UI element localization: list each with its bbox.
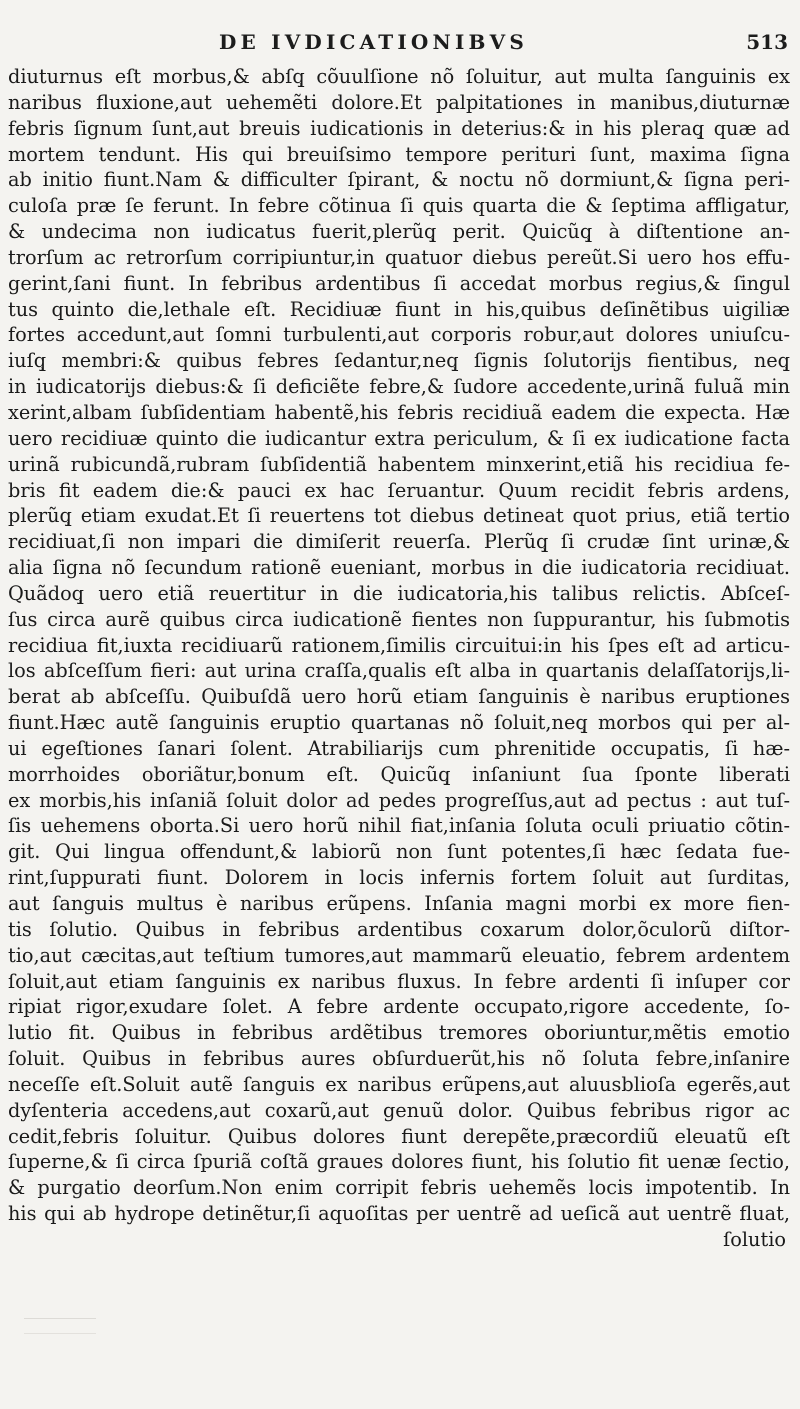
text-line: ripiat rigor,exudare ſolet. A febre ardente occupato,rigore accedente, ſo- bbox=[8, 995, 790, 1019]
text-line: & purgatio deorſum.Non enim corripit febris uehemẽs locis impotentib. In bbox=[8, 1176, 790, 1200]
text-line: urinã rubicundã,rubram ſubſidentiã habentem minxerint,etiã his recidiua fe- bbox=[8, 452, 790, 476]
text-line: rint,ſuppurati fiunt. Dolorem in locis infernis fortem ſoluit aut ſurditas, bbox=[8, 866, 790, 890]
text-line: in iudicatorijs diebus:& ſi deficiẽte febre,& ſudore accedente,urinã fuluã min bbox=[8, 375, 790, 399]
text-line: culoſa præ ſe ferunt. In febre cõtinua ſi quis quarta die & ſeptima affligatur, bbox=[8, 194, 790, 218]
text-line: los abſceſſum fieri: aut urina craſſa,qualis eſt alba in quartanis delaſſatorijs,li- bbox=[8, 659, 790, 683]
text-line: naribus fluxione,aut uehemẽti dolore.Et palpitationes in manibus,diuturnæ bbox=[8, 90, 790, 114]
text-line: uero recidiuæ quinto die iudicantur extra periculum, & ſi ex iudicatione facta bbox=[8, 426, 790, 450]
text-line: morrhoides oboriãtur,bonum eſt. Quicũq̧ inſaniunt ſua ſponte liberati bbox=[8, 762, 790, 786]
text-line: ſus circa aurẽ quibus circa iudicationẽ fientes non ſuppurantur, his ſubmotis bbox=[8, 607, 790, 631]
text-line: xerint,albam ſubſidentiam habentẽ,his febris recidiuã eadem die expecta. Hæ bbox=[8, 400, 790, 424]
text-line: ſolutio bbox=[723, 1227, 786, 1251]
text-line: gerint,ſani fiunt. In febribus ardentibus ſi accedat morbus regius,& ſingul bbox=[8, 271, 790, 295]
body-text bbox=[8, 64, 790, 1253]
text-line: ex morbis,his inſaniã ſoluit dolor ad pedes progreſſus,aut ad pectus : aut tuſ- bbox=[8, 788, 790, 812]
text-line: iuſq̧ membri:& quibus febres ſedantur,neq̧ ſignis ſolutorijs fientibus, neq̧ bbox=[8, 349, 790, 373]
running-title: DE IVDICATIONIBVS bbox=[219, 30, 529, 54]
bleed-through-mark bbox=[24, 1318, 96, 1334]
text-line: bris fit eadem die:& pauci ex hac ſeruantur. Quum recidit febris ardens, bbox=[8, 478, 790, 502]
text-line: recidiuat,ſi non impari die dimiſerit reuerſa. Plerũq̧ ſi crudæ ſint urinæ,& bbox=[8, 530, 790, 554]
text-line: his qui ab hydrope detinẽtur,ſi aquoſitas per uentrẽ ad ueſicã aut uentrẽ fluat, bbox=[8, 1202, 790, 1226]
page-header bbox=[0, 30, 800, 62]
text-line: trorſum ac retrorſum corripiuntur,in quatuor diebus pereũt.Si uero hos effu- bbox=[8, 245, 790, 269]
text-line: ſoluit,aut etiam ſanguinis ex naribus fluxus. In febre ardenti ſi inſuper cor bbox=[8, 969, 790, 993]
text-line: tio,aut cæcitas,aut teſtium tumores,aut mammarũ eleuatio, febrem ardentem bbox=[8, 943, 790, 967]
text-line: cedit,febris ſoluitur. Quibus dolores fiunt derepẽte,præcordiũ eleuatũ eſt bbox=[8, 1124, 790, 1148]
text-line: recidiua fit,iuxta recidiuarũ rationem,ſimilis circuitui:in his ſpes eſt ad articu- bbox=[8, 633, 790, 657]
text-line: ſuperne,& ſi circa ſpuriã coſtã graues dolores fiunt, his ſolutio fit uenæ ſectio, bbox=[8, 1150, 790, 1174]
page-number: 513 bbox=[746, 30, 788, 54]
text-line: neceſſe eſt.Soluit autẽ ſanguis ex naribus erũpens,aut aluusblioſa egerẽs,aut bbox=[8, 1072, 790, 1096]
text-line: plerũq̧ etiam exudat.Et ſi reuertens tot diebus detineat quot prius, etiã tertio bbox=[8, 504, 790, 528]
text-line: tus quinto die,lethale eſt. Recidiuæ fiunt in his,quibus deſinẽtibus uigiliæ bbox=[8, 297, 790, 321]
text-line: fortes accedunt,aut ſomni turbulenti,aut corporis robur,aut dolores uniuſcu- bbox=[8, 323, 790, 347]
text-line: febris ſignum ſunt,aut breuis iudicationis in deterius:& in his pleraq̧ quæ ad bbox=[8, 116, 790, 140]
text-line: ui egeſtiones ſanari ſolent. Atrabiliarijs cum phrenitide occupatis, ſi hæ- bbox=[8, 736, 790, 760]
text-line: alia ſigna nõ ſecundum rationẽ eueniant, morbus in die iudicatoria recidiuat. bbox=[8, 556, 790, 580]
text-line: git. Qui lingua offendunt,& labiorũ non ſunt potentes,ſi hæc ſedata fue- bbox=[8, 840, 790, 864]
text-line: tis ſolutio. Quibus in febribus ardentibus coxarum dolor,õculorũ diſtor- bbox=[8, 917, 790, 941]
text-line: & undecima non iudicatus fuerit,plerũq̧ perit. Quicũq̧ à diſtentione an- bbox=[8, 220, 790, 244]
text-line: diuturnus eſt morbus,& abſq̧ cõuulſione nõ ſoluitur, aut multa ſanguinis ex bbox=[8, 65, 790, 88]
text-line: mortem tendunt. His qui breuiſsimo tempore perituri ſunt, maxima ſigna bbox=[8, 142, 790, 166]
text-line: ſoluit. Quibus in febribus aures obſurduerũt,his nõ ſoluta febre,inſanire bbox=[8, 1047, 790, 1071]
text-line: dyſenteria accedens,aut coxarũ,aut genuũ dolor. Quibus febribus rigor ac bbox=[8, 1098, 790, 1122]
text-line: lutio fit. Quibus in febribus ardẽtibus tremores oboriuntur,mẽtis emotio bbox=[8, 1021, 790, 1045]
text-line: fiunt.Hæc autẽ ſanguinis eruptio quartanas nõ ſoluit,neq̧ morbos qui per al- bbox=[8, 711, 790, 735]
text-line: aut ſanguis multus è naribus erũpens. Inſania magni morbi ex more fien- bbox=[8, 892, 790, 915]
text-line: ſis uehemens oborta.Si uero horũ nihil fiat,inſania ſoluta oculi priuatio cõtin- bbox=[8, 814, 790, 838]
text-line: Quãdoq̧ uero etiã reuertitur in die iudicatoria,his talibus relictis. Abſceſ- bbox=[8, 581, 790, 605]
text-line: ab initio fiunt.Nam & difficulter ſpirant, & noctu nõ dormiunt,& ſigna peri- bbox=[8, 168, 790, 192]
text-line: berat ab abſceſſu. Quibuſdã uero horũ etiam ſanguinis è naribus eruptiones bbox=[8, 685, 790, 709]
